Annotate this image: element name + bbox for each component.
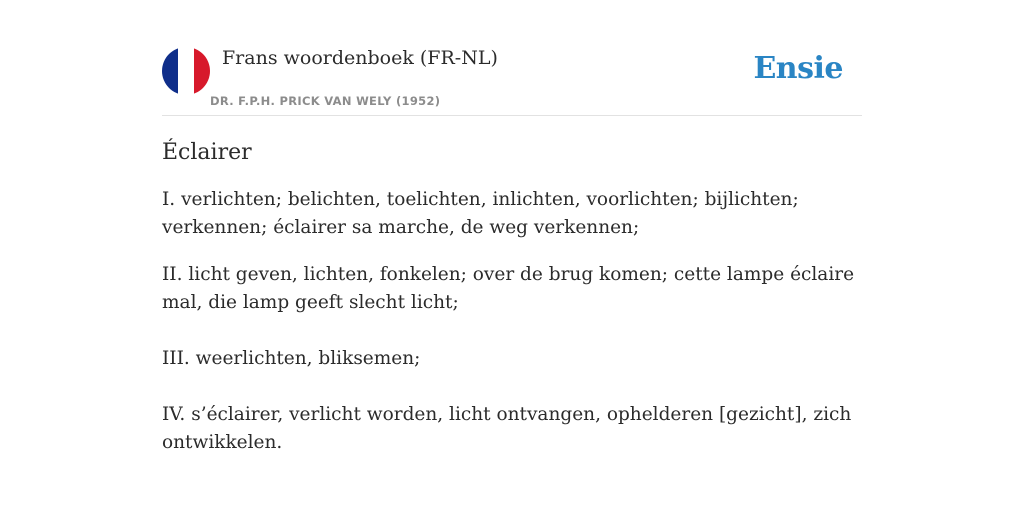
dictionary-author: DR. F.P.H. PRICK VAN WELY (1952) [210,94,441,108]
entry-headword: Éclairer [162,140,252,165]
flag-white-stripe [178,47,194,95]
flag-blue-stripe [162,47,178,95]
sense-2: II. licht geven, lichten, fonkelen; over de brug komen; cette lampe éclaire mal, die lamp geeft slecht licht; [162,264,855,313]
dictionary-title[interactable]: Frans woordenboek (FR-NL) [222,47,498,69]
ensie-logo[interactable]: Ensie [753,51,843,86]
sense-1: I. verlichten; belichten, toelichten, inlichten, voorlichten; bijlichten; verkennen; éclairer sa marche, de weg verkennen; [162,189,799,238]
entry-senses [162,186,862,457]
dictionary-card [162,40,862,457]
sense-3: III. weerlichten, bliksemen; [162,348,421,369]
sense-4: IV. s’éclairer, verlicht worden, licht ontvangen, ophelderen [gezicht], zich ontwikkelen. [162,404,852,453]
flag-red-stripe [194,47,210,95]
france-flag-icon [162,47,210,95]
dictionary-header [162,40,862,116]
